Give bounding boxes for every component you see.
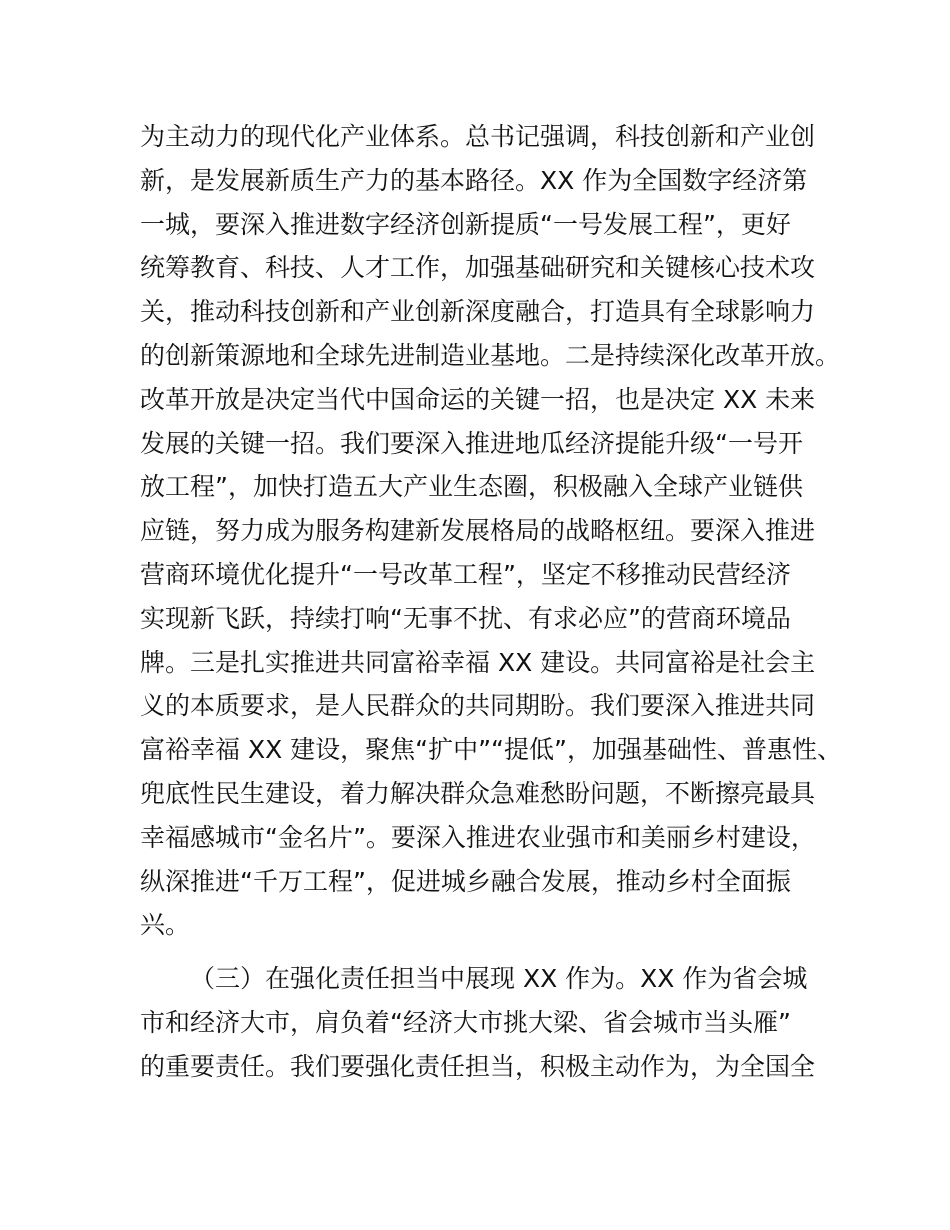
text-line: 幸福感城市“金名片”。要深入推进农业强市和美丽乡村建设， [140,822,816,852]
text-line: 富裕幸福 XX 建设，聚焦“扩中”“提低”，加强基础性、普惠性、 [140,735,842,765]
paragraph-1 [140,115,840,947]
text-line: 市和经济大市，肩负着“经济大市挑大梁、省会城市当头雁” [140,1007,791,1037]
text-line: 兜底性民生建设，着力解决群众急难愁盼问题，不断擦亮最具 [140,778,816,808]
text-line: 的重要责任。我们要强化责任担当，积极主动作为，为全国全 [140,1051,816,1081]
text-line: 关，推动科技创新和产业创新深度融合，打造具有全球影响力 [140,297,816,327]
paragraph-2 [140,957,840,1088]
text-line: 放工程”，加快打造五大产业生态圈，积极融入全球产业链供 [140,472,803,502]
text-line: 应链，努力成为服务构建新发展格局的战略枢纽。要深入推进 [140,516,816,546]
text-line: 纵深推进“千万工程”，促进城乡融合发展，推动乡村全面振 [140,866,791,896]
text-line: 义的本质要求，是人民群众的共同期盼。我们要深入推进共同 [140,691,816,721]
document-body [140,115,840,1089]
paragraph-gap [140,947,840,957]
text-line: 为主动力的现代化产业体系。总书记强调，科技创新和产业创 [140,122,816,151]
text-line: （三）在强化责任担当中展现 XX 作为。XX 作为省会城 [190,964,808,994]
text-line: 统筹教育、科技、人才工作，加强基础研究和关键核心技术攻 [140,253,816,283]
text-line: 牌。三是扎实推进共同富裕幸福 XX 建设。共同富裕是社会主 [140,647,816,677]
text-line: 兴。 [140,910,191,940]
text-line: 改革开放是决定当代中国命运的关键一招，也是决定 XX 未来 [140,384,816,414]
text-line: 发展的关键一招。我们要深入推进地瓜经济提能升级“一号开 [140,428,803,458]
text-line: 新，是发展新质生产力的基本路径。XX 作为全国数字经济第 [140,165,808,195]
text-line: 营商环境优化提升“一号改革工程”，坚定不移推动民营经济 [140,559,791,589]
text-line: 的创新策源地和全球先进制造业基地。二是持续深化改革开放。 [140,340,841,370]
text-line: 一城，要深入推进数字经济创新提质“一号发展工程”，更好 [140,209,791,239]
text-line: 实现新飞跃，持续打响“无事不扰、有求必应”的营商环境品 [140,603,791,633]
